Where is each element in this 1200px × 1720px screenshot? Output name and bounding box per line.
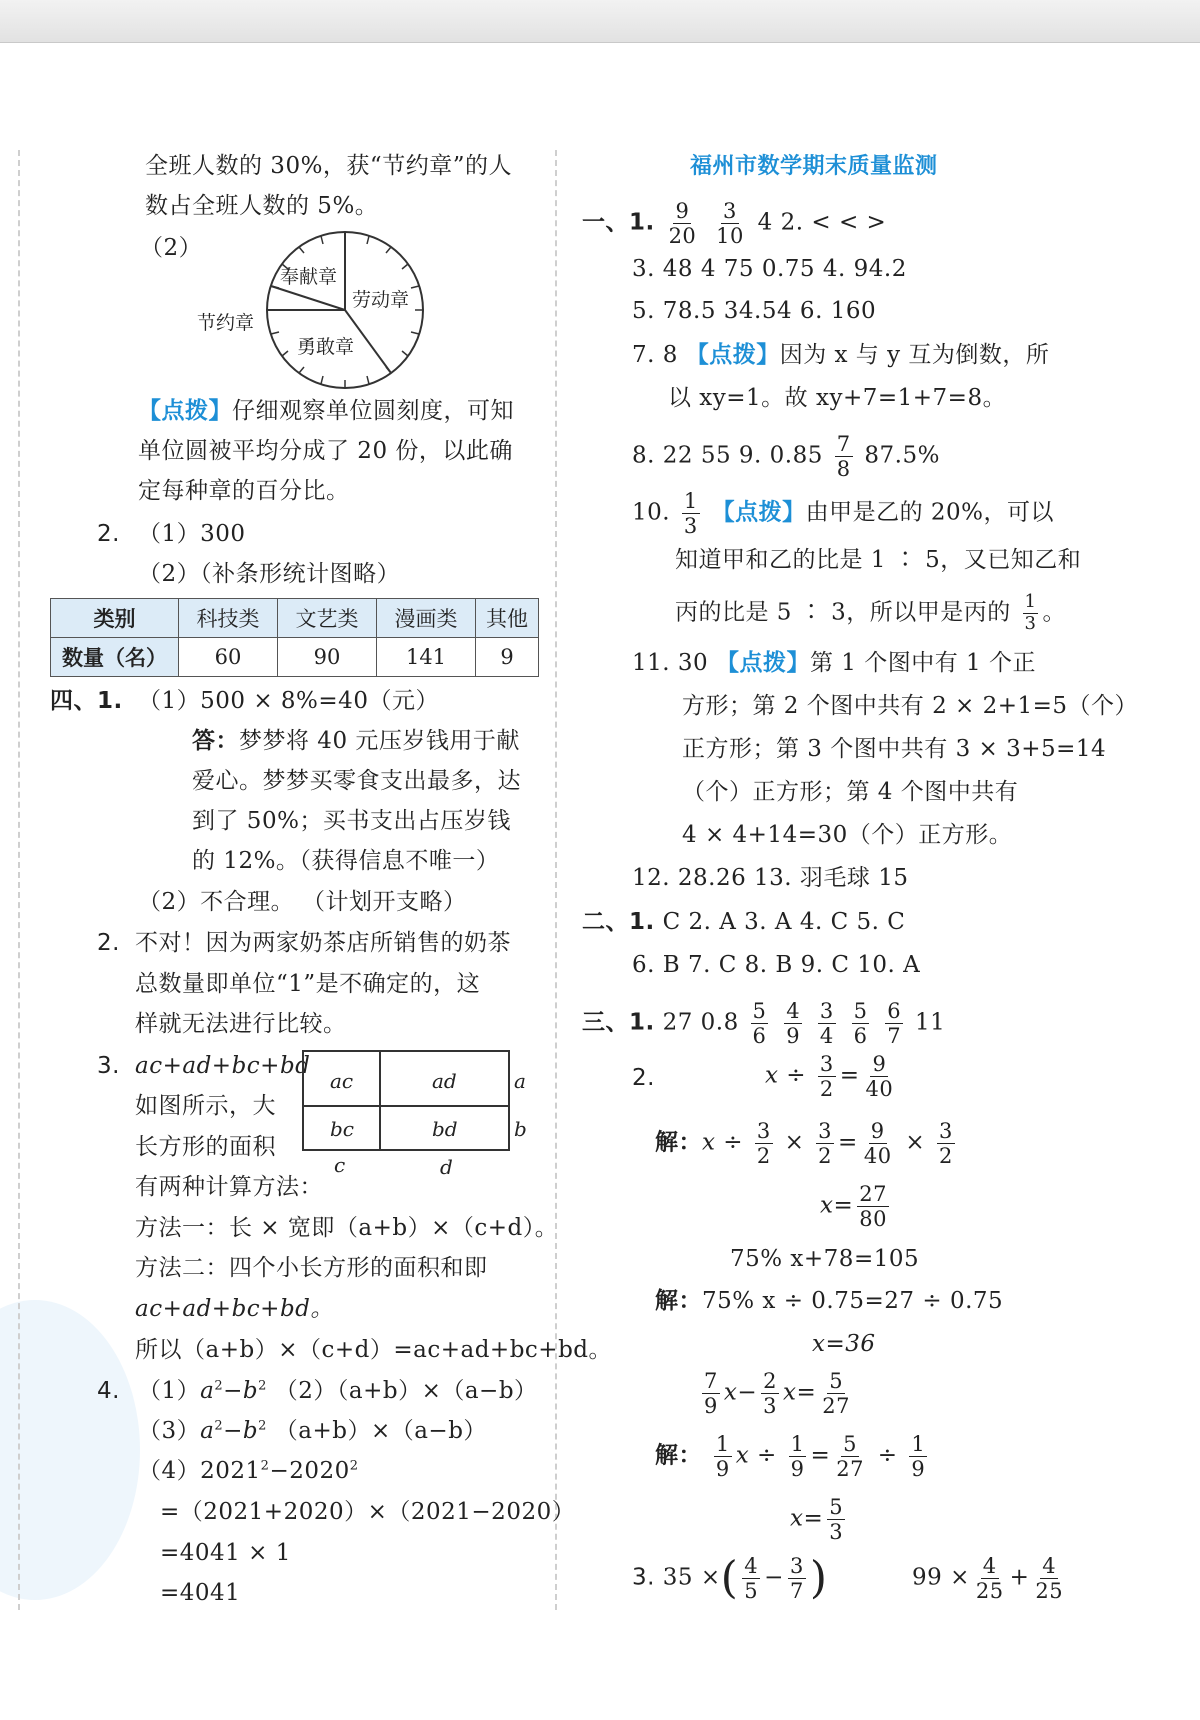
numerator: 4 (1042, 1554, 1057, 1578)
table-cell: 9 (476, 638, 539, 677)
numerator: 5 (752, 999, 767, 1023)
text: x= (790, 1505, 824, 1532)
denominator: 2 (756, 1144, 771, 1169)
numerator: 5 (829, 1369, 844, 1393)
denominator: 3 (1024, 612, 1037, 634)
denominator: 3 (683, 514, 698, 539)
text-line (138, 1378, 538, 1406)
text-line: 有两种计算方法： (135, 1174, 323, 1200)
text-line: 知道甲和乙的比是 1 ∶ 5，又已知乙和 (675, 547, 1082, 573)
question-number: 2. (632, 1065, 655, 1091)
text-line: 方法一：长 × 宽即（a+b）×（c+d）。 (135, 1215, 559, 1241)
table-row-label: 数量（名） (51, 638, 179, 677)
op: + (1009, 1564, 1030, 1591)
text-line: 总数量即单位“1”是不确定的，这 (135, 971, 481, 997)
question-number: 3. (97, 1053, 120, 1079)
fraction (761, 1370, 779, 1417)
equation: x=36 (812, 1331, 876, 1357)
text: 75% x ÷ 0.75=27 ÷ 0.75 (702, 1288, 1004, 1314)
answer-line (192, 728, 520, 756)
fraction (1023, 593, 1039, 634)
equation (765, 1053, 899, 1100)
side-label-a: a (514, 1069, 526, 1093)
answer-row (582, 909, 905, 937)
denominator: 2 (818, 1144, 833, 1169)
fraction (857, 1183, 889, 1230)
fraction (742, 1555, 760, 1602)
pie-label-laodong: 劳动章 (352, 289, 410, 311)
text-line: 正方形；第 3 个图中共有 3 × 3+5=14 (682, 736, 1107, 762)
top-toolbar-strip (0, 0, 1200, 43)
text-line: 数占全班人数的 5%。 (145, 193, 379, 219)
paren: ) (809, 1552, 828, 1604)
text: 11 (914, 1009, 946, 1036)
denominator: 9 (704, 1394, 718, 1419)
denominator: 3 (763, 1394, 778, 1419)
fraction (818, 1000, 836, 1047)
answer-row (632, 433, 940, 480)
answer-row (582, 200, 886, 247)
text-line: 定每种章的百分比。 (138, 478, 350, 504)
text: −b (223, 1378, 259, 1404)
answer-row (582, 1000, 945, 1047)
denominator: 80 (859, 1207, 887, 1232)
side-label-b: b (514, 1117, 527, 1141)
cell-bc: bc (330, 1117, 355, 1141)
pie-label-jieyue: 节约章 (197, 312, 255, 334)
fraction (818, 1053, 836, 1100)
text: 第 1 个图中有 1 个正 (809, 650, 1036, 676)
denominator: 6 (752, 1024, 767, 1049)
denominator: 40 (863, 1144, 892, 1169)
fraction (755, 1120, 773, 1167)
denominator: 5 (744, 1579, 759, 1604)
text-line: 以 xy=1。故 xy+7=1+7=8。 (668, 385, 1007, 411)
numerator: 1 (911, 1432, 926, 1456)
text-line: 4 × 4+14=30（个）正方形。 (682, 822, 1013, 848)
text-line: （1）300 (138, 521, 246, 547)
denominator: 2 (819, 1077, 834, 1102)
table-header-cell: 漫画类 (377, 599, 476, 638)
section-number: 四、1. (50, 688, 123, 714)
text-line: =4041 (160, 1580, 241, 1606)
op: = (839, 1062, 860, 1089)
text-line: 如图所示，大 (135, 1093, 276, 1119)
equation (912, 1555, 1069, 1602)
var-x: x (735, 1442, 750, 1469)
numerator: 4 (744, 1554, 759, 1578)
fraction (834, 1433, 866, 1480)
text-line: （2）不合理。 （计划开支略） (138, 889, 467, 915)
text: a (200, 1418, 215, 1444)
fraction (788, 1555, 806, 1602)
table-header-cell: 其他 (476, 599, 539, 638)
numerator: 9 (872, 1052, 887, 1076)
denominator: 25 (1035, 1579, 1064, 1604)
numerator: 1 (790, 1432, 805, 1456)
text-line: 6. B 7. C 8. B 9. C 10. A (632, 952, 921, 978)
section-number: 二、1. (582, 909, 655, 935)
hint-tag: 【点拨】 (715, 650, 810, 676)
pie-chart (180, 225, 440, 395)
fraction (1033, 1555, 1065, 1602)
text: 10. (632, 499, 671, 526)
text: 梦梦将 40 元压岁钱用于献 (239, 728, 520, 754)
numerator: 5 (829, 1495, 844, 1519)
text: C 2. A 3. A 4. C 5. C (662, 909, 906, 935)
numerator: 3 (819, 1052, 834, 1076)
var-x: x (702, 1129, 716, 1156)
fraction (820, 1370, 852, 1417)
fraction (702, 1370, 720, 1417)
table-header-row (51, 599, 539, 638)
watermark-mascot (0, 1300, 140, 1600)
denominator: 20 (668, 224, 697, 249)
numerator: 3 (756, 1119, 771, 1143)
numerator: 9 (870, 1119, 885, 1143)
text-line (138, 1418, 487, 1446)
numerator: 7 (836, 432, 851, 456)
hint-tag: 【点拨】 (138, 398, 232, 424)
section-number: 三、1. (582, 1009, 655, 1036)
solution-label: 解： (655, 1442, 702, 1469)
text-line: （2）（补条形统计图略） (138, 561, 401, 587)
var-x: x (765, 1062, 779, 1089)
text: 87.5% (864, 442, 940, 469)
text: 8. 22 55 9. 0.85 (632, 442, 823, 469)
text-line: 12. 28.26 13. 羽毛球 15 (632, 865, 909, 891)
question-number: 3. (632, 1564, 655, 1591)
text-line: （2） (140, 235, 203, 261)
denominator: 7 (789, 1579, 804, 1604)
pie-label-fengxian: 奉献章 (280, 266, 338, 288)
text: a (200, 1378, 215, 1404)
denominator: 27 (822, 1394, 850, 1419)
answer-row (675, 593, 1066, 634)
text-line: 3. 48 4 75 0.75 4. 94.2 (632, 256, 907, 282)
text: 7. 8 (632, 342, 686, 368)
fraction (864, 1053, 896, 1100)
equation (655, 1120, 959, 1167)
text: （3） (138, 1418, 201, 1444)
text: （a+b）×（a−b） (266, 1418, 487, 1444)
text: 35 × (662, 1564, 721, 1591)
cell-bd: bd (432, 1117, 458, 1141)
fraction (835, 433, 853, 480)
pie-label-yonggan: 勇敢章 (297, 336, 355, 358)
equation (820, 1183, 893, 1230)
page-title: 福州市数学期末质量监测 (690, 154, 938, 179)
denominator: 2 (938, 1144, 953, 1169)
text-line: =4041 × 1 (160, 1540, 291, 1566)
fraction (751, 1000, 769, 1047)
numerator: 1 (683, 489, 698, 513)
solution-label: 解： (655, 1129, 702, 1156)
numerator: 3 (818, 1119, 833, 1143)
text-line: 的 12%。（获得信息不唯一） (192, 848, 500, 874)
table-row (51, 638, 539, 677)
table-header-cell: 类别 (51, 599, 179, 638)
text-line: 方形；第 2 个图中共有 2 × 2+1=5（个） (682, 693, 1139, 719)
left-margin-divider (18, 150, 20, 1610)
op: = (810, 1442, 831, 1469)
op: − (737, 1379, 758, 1406)
answer-row (632, 490, 1054, 537)
superscript: 2 (214, 1378, 224, 1394)
question-number: 4. (97, 1378, 120, 1404)
superscript: 2 (214, 1418, 224, 1434)
answer-label: 答： (192, 728, 239, 754)
op: − (764, 1564, 784, 1591)
denominator: 8 (836, 457, 851, 482)
question-number: 2. (97, 930, 120, 956)
equation (655, 1433, 931, 1480)
text: 99 × (912, 1564, 970, 1591)
fraction (827, 1496, 845, 1543)
table-cell: 60 (179, 638, 278, 677)
numerator: 9 (675, 199, 690, 223)
fraction (937, 1120, 955, 1167)
text: 仔细观察单位圆刻度，可知 (232, 398, 514, 424)
hint-tag: 【点拨】 (711, 499, 806, 526)
op: ÷ (877, 1442, 898, 1469)
denominator: 9 (790, 1457, 805, 1482)
denominator: 40 (865, 1077, 894, 1102)
denominator: 4 (819, 1024, 834, 1049)
superscript: 2 (349, 1458, 359, 1474)
text: x= (783, 1379, 817, 1406)
text-line: 全班人数的 30%，获“节约章”的人 (145, 153, 512, 179)
numerator: 4 (786, 999, 801, 1023)
fraction (974, 1555, 1006, 1602)
superscript: 2 (258, 1378, 267, 1394)
text-line: 单位圆被平均分成了 20 份，以此确 (138, 438, 513, 464)
column-divider (555, 150, 557, 1610)
numerator: 3 (723, 199, 737, 223)
text: （4）2021 (138, 1458, 261, 1484)
text-line: 所以（a+b）×（c+d）=ac+ad+bc+bd。 (135, 1337, 613, 1363)
numerator: 2 (763, 1369, 778, 1393)
hint-paragraph (138, 398, 514, 426)
text-line: 不对！因为两家奶茶店所销售的奶茶 (135, 930, 511, 956)
fraction (789, 1433, 807, 1480)
fraction (909, 1433, 927, 1480)
text-line (632, 342, 1049, 370)
op: ÷ (786, 1062, 807, 1089)
table-header-cell: 科技类 (179, 599, 278, 638)
table-cell: 90 (278, 638, 377, 677)
denominator: 3 (829, 1520, 844, 1545)
numerator: 1 (1024, 591, 1037, 612)
expression: ac+ad+bc+bd (135, 1053, 311, 1079)
op: ÷ (723, 1129, 744, 1156)
op: ÷ (756, 1442, 777, 1469)
fraction (885, 1000, 903, 1047)
text: 。 (1042, 599, 1066, 626)
superscript: 2 (260, 1458, 270, 1474)
text-line: 方法二：四个小长方形的面积和即 (135, 1255, 488, 1281)
text-line (632, 650, 1036, 678)
solution-label: 解： (655, 1288, 702, 1314)
denominator: 9 (786, 1024, 801, 1049)
fraction (682, 490, 700, 537)
cell-ac: ac (330, 1069, 354, 1093)
op: = (838, 1129, 858, 1156)
hint-tag: 【点拨】 (685, 342, 780, 368)
text-line: 爱心。梦梦买零食支出最多，达 (192, 768, 521, 794)
numerator: 3 (938, 1119, 953, 1143)
denominator: 7 (887, 1024, 902, 1049)
text-line: （个）正方形；第 4 个图中共有 (682, 779, 1019, 805)
fraction (862, 1120, 894, 1167)
area-grid-diagram (300, 1048, 540, 1178)
text-line: 长方形的面积 (135, 1134, 276, 1160)
text: x= (820, 1192, 854, 1219)
fraction (714, 1433, 732, 1480)
section-number: 一、1. (582, 209, 655, 236)
denominator: 9 (715, 1457, 730, 1482)
text: −b (223, 1418, 259, 1444)
numerator: 5 (843, 1432, 858, 1456)
text-line (138, 1458, 359, 1486)
numerator: 5 (853, 999, 868, 1023)
equation (790, 1496, 849, 1543)
text-line: 到了 50%；买书支出占压岁钱 (192, 808, 511, 834)
equation (655, 1288, 1003, 1316)
fraction (714, 200, 746, 247)
data-table (50, 598, 539, 677)
numerator: 4 (982, 1554, 997, 1578)
text: （1） (138, 1378, 201, 1404)
fraction (816, 1120, 834, 1167)
text: 4 2. < < > (757, 209, 887, 236)
denominator: 10 (716, 224, 744, 249)
text-line: 5. 78.5 34.54 6. 160 (632, 298, 877, 324)
numerator: 3 (789, 1554, 804, 1578)
numerator: 6 (887, 999, 902, 1023)
numerator: 27 (859, 1182, 887, 1206)
op: × (905, 1129, 926, 1156)
side-label-c: c (334, 1153, 346, 1177)
denominator: 6 (853, 1024, 868, 1049)
numerator: 3 (819, 999, 834, 1023)
text: 丙的比是 5 ∶ 3，所以甲是丙的 (675, 599, 1011, 626)
text: −2020 (269, 1458, 350, 1484)
denominator: 27 (836, 1457, 864, 1482)
var-x: x (723, 1379, 738, 1406)
fraction (667, 200, 699, 247)
text: 由甲是乙的 20%，可以 (805, 499, 1055, 526)
numerator: 1 (715, 1432, 730, 1456)
text-line: ac+ad+bc+bd。 (135, 1296, 334, 1322)
text: 27 0.8 (662, 1009, 739, 1036)
table-header-cell: 文艺类 (278, 599, 377, 638)
question-number: 2. (97, 521, 120, 547)
numerator: 7 (704, 1369, 718, 1393)
equation: 75% x+78=105 (730, 1246, 920, 1272)
superscript: 2 (258, 1418, 267, 1434)
text: 11. 30 (632, 650, 716, 676)
op: × (784, 1129, 805, 1156)
side-label-d: d (440, 1155, 453, 1178)
cell-ad: ad (432, 1069, 457, 1093)
paren: ( (720, 1552, 739, 1604)
text-line: 样就无法进行比较。 (135, 1011, 347, 1037)
denominator: 25 (975, 1579, 1004, 1604)
text: 因为 x 与 y 互为倒数，所 (779, 342, 1050, 368)
fraction (784, 1000, 802, 1047)
fraction (852, 1000, 870, 1047)
text-line: =（2021+2020）×（2021−2020） (160, 1499, 576, 1525)
text: （2）（a+b）×（a−b） (266, 1378, 538, 1404)
denominator: 9 (911, 1457, 926, 1482)
text-line: （1）500 × 8%=40（元） (138, 688, 439, 714)
table-cell: 141 (377, 638, 476, 677)
equation (632, 1552, 828, 1604)
equation (698, 1370, 856, 1417)
